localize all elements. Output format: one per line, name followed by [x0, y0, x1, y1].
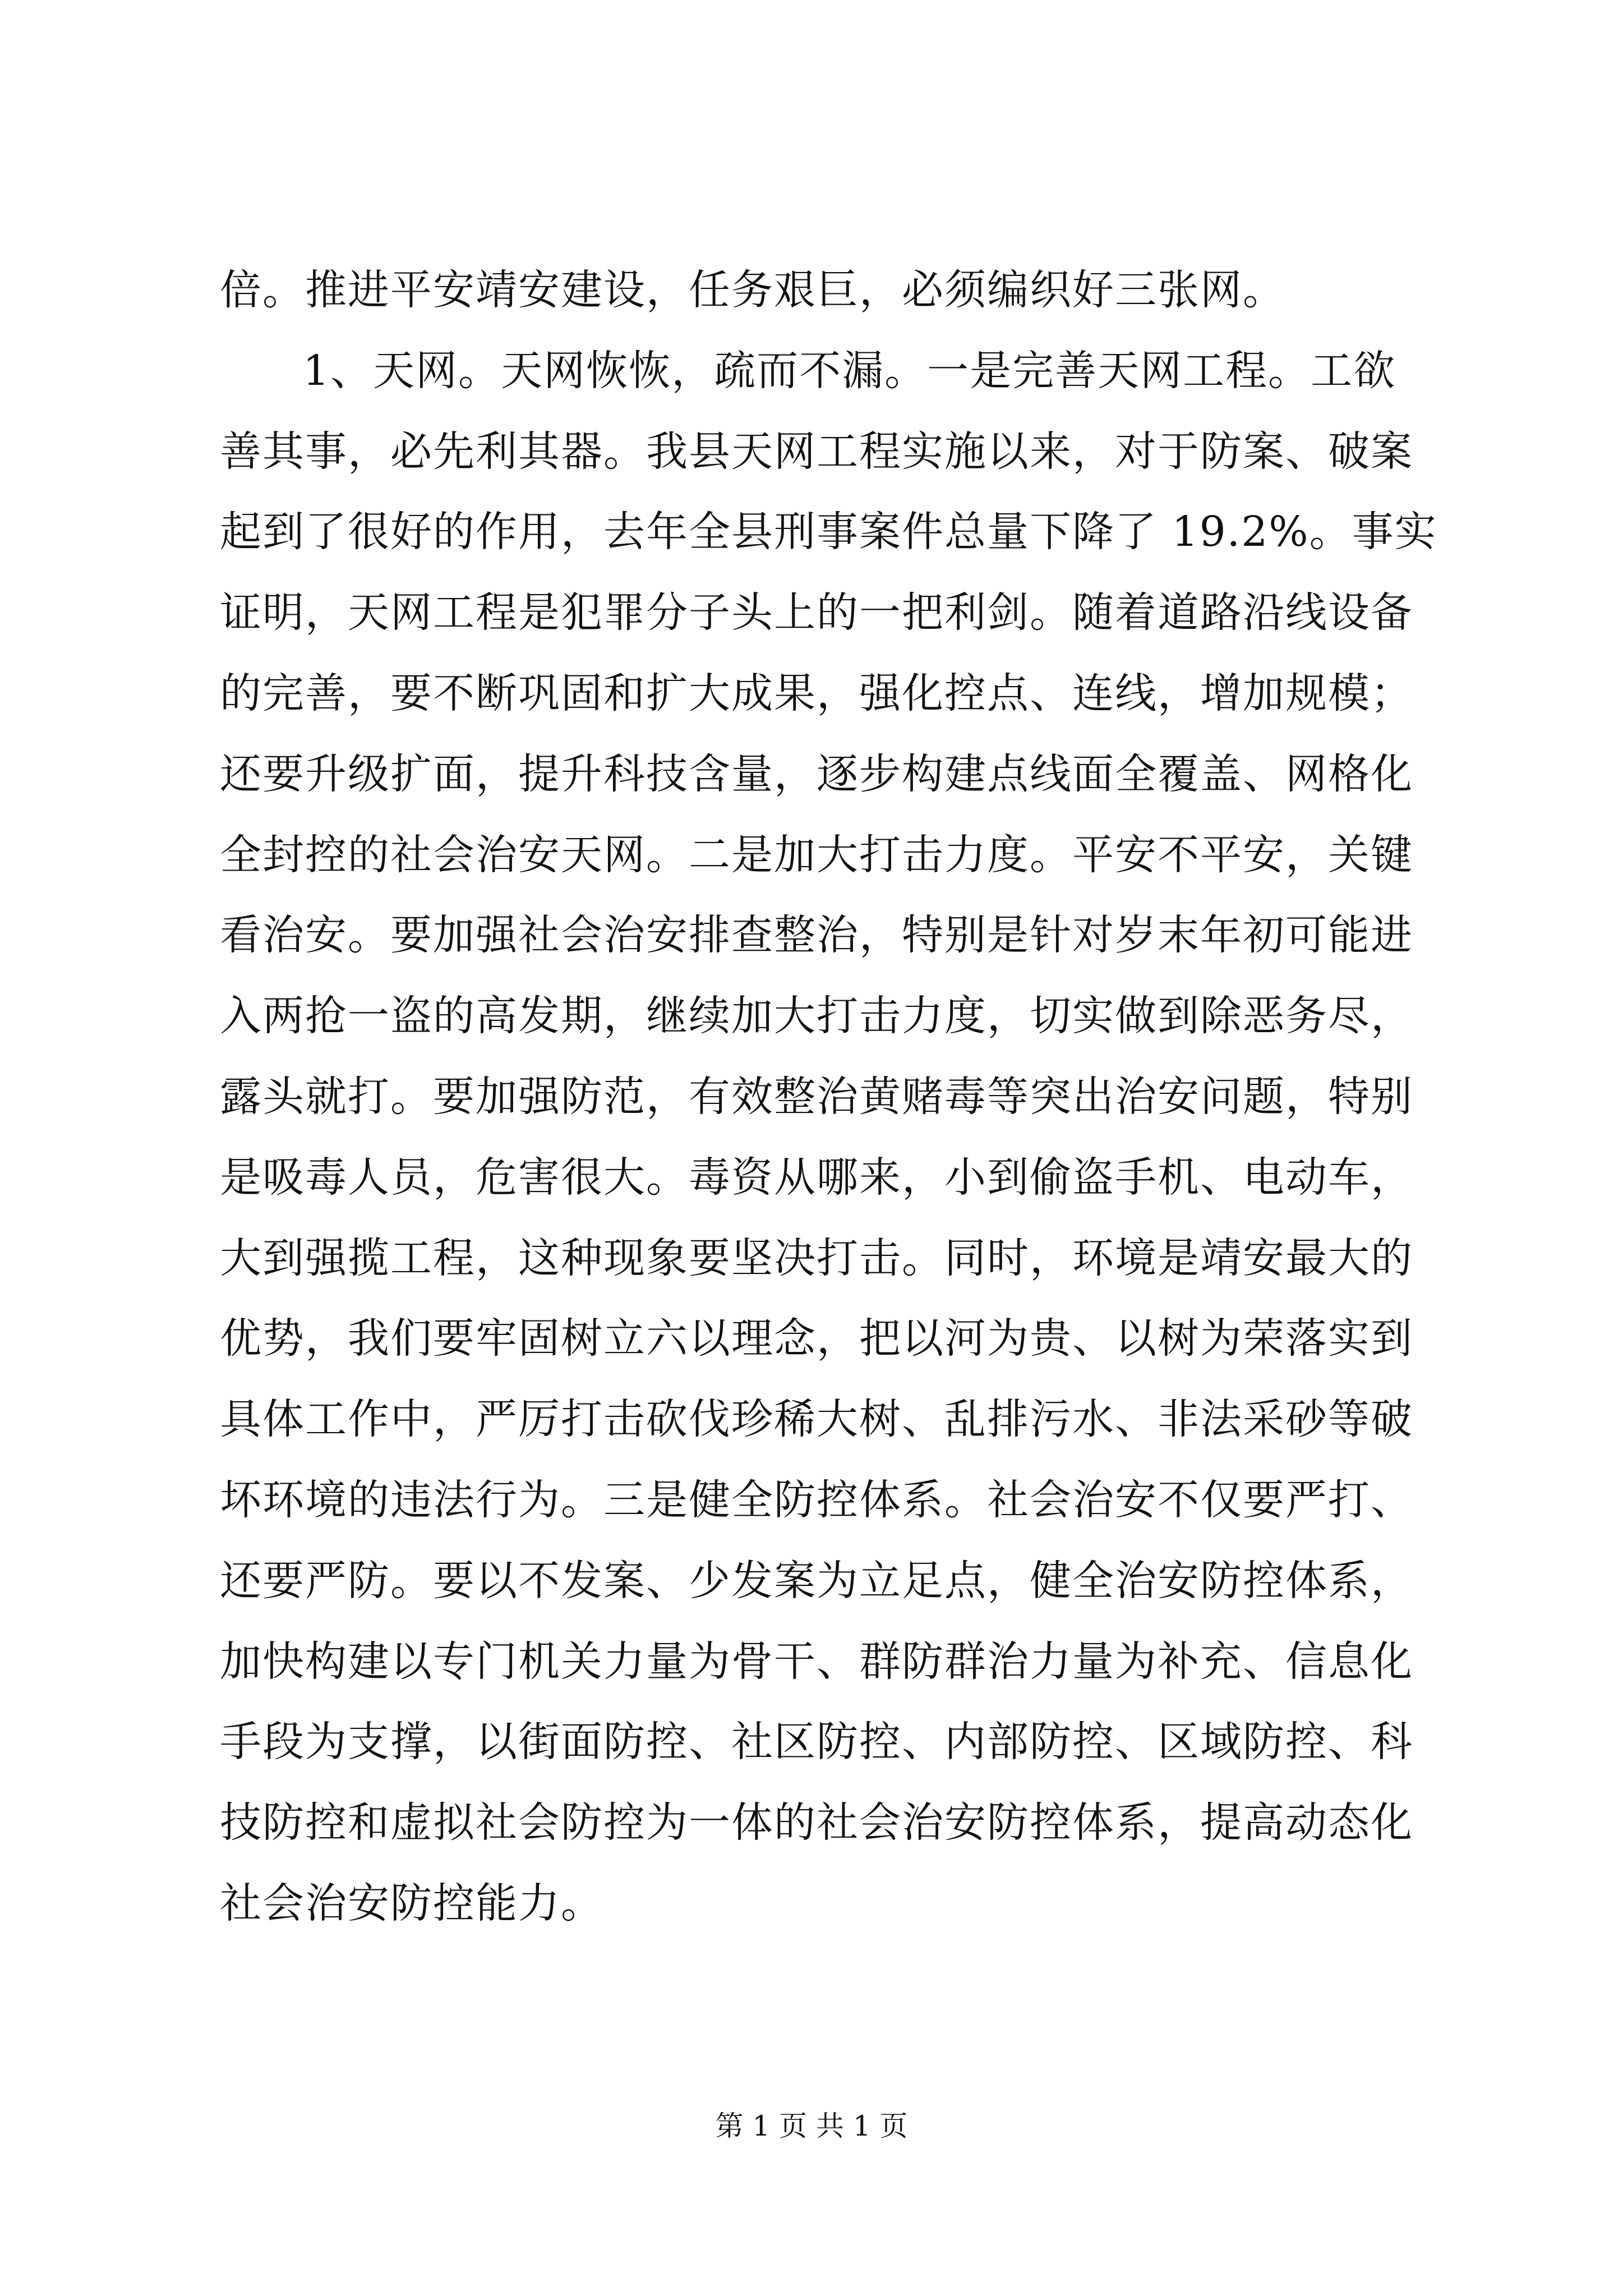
text-line: 社会治安防控能力。 — [220, 1879, 603, 1927]
text-line: 起到了很好的作用，去年全县刑事案件总量下降了 19.2%。事实 — [220, 508, 1437, 556]
text-line: 具体工作中，严厉打击砍伐珍稀大树、乱排污水、非法采砂等破 — [220, 1395, 1413, 1444]
page-number-label: 第 1 页 共 1 页 — [715, 2110, 908, 2142]
text-line: 的完善，要不断巩固和扩大成果，强化控点、连线，增加规模； — [220, 669, 1413, 717]
text-line: 倍。推进平安靖安建设，任务艰巨，必须编织好三张网。 — [220, 266, 1285, 314]
text-line: 证明，天网工程是犯罪分子头上的一把利剑。随着道路沿线设备 — [220, 588, 1413, 637]
body-text — [220, 250, 1437, 1944]
text-line: 看治安。要加强社会治安排查整治，特别是针对岁末年初可能进 — [220, 911, 1413, 960]
text-line: 优势，我们要牢固树立六以理念，把以河为贵、以树为荣落实到 — [220, 1314, 1413, 1363]
paragraph-start-line: 1、天网。天网恢恢，疏而不漏。一是完善天网工程。工欲 — [303, 346, 1396, 395]
text-line: 全封控的社会治安天网。二是加大打击力度。平安不平安，关键 — [220, 830, 1413, 879]
text-line: 大到强揽工程，这种现象要坚决打击。同时，环境是靖安最大的 — [220, 1234, 1413, 1282]
text-line: 入两抢一盗的高发期，继续加大打击力度，切实做到除恶务尽， — [220, 992, 1413, 1041]
text-line: 是吸毒人员，危害很大。毒资从哪来，小到偷盗手机、电动车， — [220, 1153, 1413, 1202]
text-line: 坏环境的违法行为。三是健全防控体系。社会治安不仅要严打、 — [220, 1475, 1413, 1524]
text-line: 善其事，必先利其器。我县天网工程实施以来，对于防案、破案 — [220, 427, 1413, 476]
text-line: 还要升级扩面，提升科技含量，逐步构建点线面全覆盖、网格化 — [220, 749, 1413, 798]
text-line: 技防控和虚拟社会防控为一体的社会治安防控体系，提高动态化 — [220, 1798, 1413, 1847]
text-line: 露头就打。要加强防范，有效整治黄赌毒等突出治安问题，特别 — [220, 1072, 1413, 1121]
page-footer — [0, 2106, 1623, 2146]
text-line: 手段为支撑，以街面防控、社区防控、内部防控、区域防控、科 — [220, 1718, 1413, 1766]
text-line: 还要严防。要以不发案、少发案为立足点，健全治安防控体系， — [220, 1556, 1413, 1605]
text-line: 加快构建以专门机关力量为骨干、群防群治力量为补充、信息化 — [220, 1637, 1413, 1686]
